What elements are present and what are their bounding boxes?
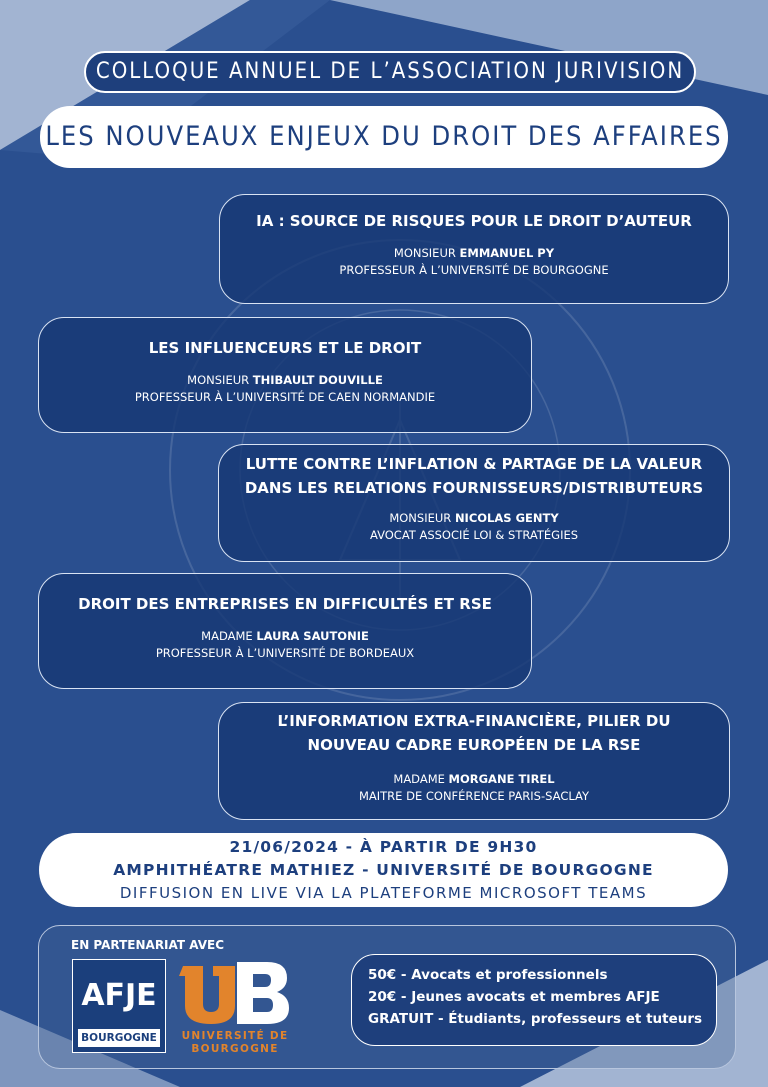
talk-speaker: MADAME LAURA SAUTONIE	[201, 629, 369, 643]
talk-role: AVOCAT ASSOCIÉ LOI & STRATÉGIES	[369, 528, 579, 542]
talk-card	[218, 444, 730, 562]
event-venue: AMPHITHÉATRE MATHIEZ - UNIVERSITÉ DE BOURGOGNE	[113, 861, 654, 879]
talk-role: PROFESSEUR À L’UNIVERSITÉ DE CAEN NORMANDIE	[134, 390, 436, 404]
talk-speaker: MONSIEUR THIBAULT DOUVILLE	[187, 373, 383, 387]
price-row: 20€ - Jeunes avocats et membres AFJE	[368, 989, 660, 1005]
talk-speaker: MADAME MORGANE TIREL	[393, 772, 555, 786]
page-title: LES NOUVEAUX ENJEUX DU DROIT DES AFFAIRES	[40, 106, 728, 168]
event-subtitle: COLLOQUE ANNUEL DE L’ASSOCIATION JURIVISION	[84, 51, 696, 93]
afje-logo: AFJE BOURGOGNE	[72, 959, 166, 1053]
partner-label: EN PARTENARIAT AVEC	[71, 938, 224, 952]
ub-logo-line2: BOURGOGNE	[191, 1043, 279, 1055]
event-date: 21/06/2024 - À PARTIR DE 9H30	[229, 838, 538, 856]
price-row: 50€ - Avocats et professionnels	[368, 967, 608, 983]
event-info-box	[39, 833, 728, 907]
talk-title: IA : SOURCE DE RISQUES POUR LE DROIT D’AUTEUR	[256, 212, 692, 230]
price-row: GRATUIT - Étudiants, professeurs et tuteurs	[368, 1011, 703, 1027]
talk-card	[38, 573, 532, 689]
ub-logo	[179, 960, 291, 1056]
talk-card	[38, 317, 532, 433]
talk-speaker: MONSIEUR EMMANUEL PY	[393, 246, 555, 260]
talk-title: LES INFLUENCEURS ET LE DROIT	[148, 339, 422, 357]
talk-title: LUTTE CONTRE L’INFLATION & PARTAGE DE LA VALEUR DANS LES RELATIONS FOURNISSEURS/DISTRIBUTEURS	[244, 455, 704, 497]
talk-role: PROFESSEUR À L’UNIVERSITÉ DE BOURGOGNE	[339, 263, 609, 277]
talk-title: L’INFORMATION EXTRA-FINANCIÈRE, PILIER DU NOUVEAU CADRE EUROPÉEN DE LA RSE	[277, 712, 671, 754]
talk-role: PROFESSEUR À L’UNIVERSITÉ DE BORDEAUX	[155, 646, 415, 660]
talk-title: DROIT DES ENTREPRISES EN DIFFICULTÉS ET RSE	[78, 595, 492, 613]
pricing-box	[351, 954, 717, 1046]
ub-mark-icon	[179, 960, 291, 1026]
partner-section	[38, 925, 736, 1069]
talk-card	[219, 194, 729, 304]
event-live-info: DIFFUSION EN LIVE VIA LA PLATEFORME MICROSOFT TEAMS	[119, 884, 648, 902]
talk-speaker: MONSIEUR NICOLAS GENTY	[389, 511, 559, 525]
ub-logo-line1: UNIVERSITÉ DE	[181, 1030, 289, 1042]
talk-card	[218, 702, 730, 820]
talk-role: MAITRE DE CONFÉRENCE PARIS-SACLAY	[358, 789, 590, 803]
